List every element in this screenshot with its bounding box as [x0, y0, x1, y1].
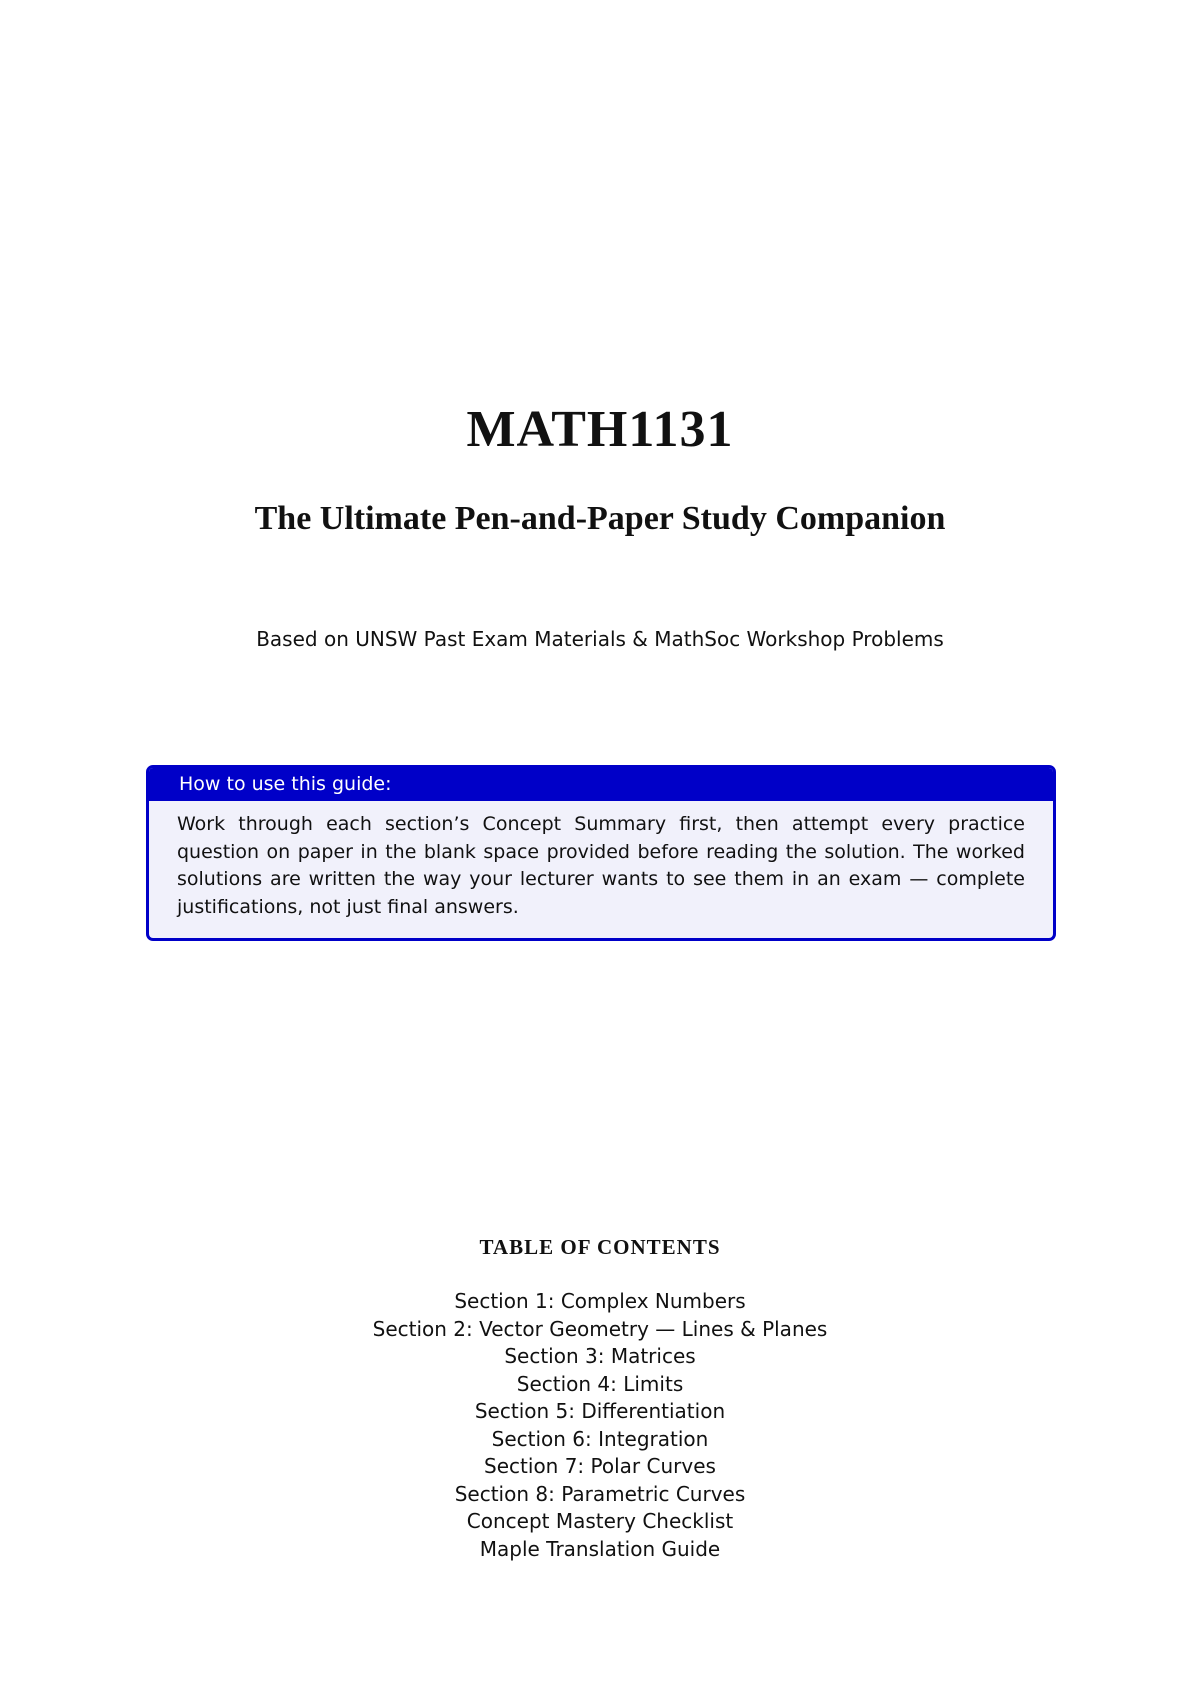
toc-item: Section 6: Integration [491, 1426, 709, 1451]
toc-item: Maple Translation Guide [479, 1536, 721, 1561]
document-title: MATH1131 [466, 401, 734, 458]
how-to-use-box [146, 765, 1056, 941]
toc-list [0, 1288, 1200, 1563]
table-of-contents [0, 1235, 1200, 1563]
toc-item: Section 7: Polar Curves [484, 1454, 716, 1478]
how-to-use-heading: How to use this guide: [149, 768, 1053, 801]
document-subtitle: The Ultimate Pen-and-Paper Study Companion [254, 500, 946, 537]
how-to-use-body: Work through each section’s Concept Summary first, then attempt every practice question on paper in the blank space provided before reading the solution. The worked solutions are written the way your lecturer wants to see them in an exam — complete justifications, not just final answers. [177, 813, 1025, 918]
toc-item: Section 2: Vector Geometry — Lines & Planes [372, 1316, 828, 1341]
source-note: Based on UNSW Past Exam Materials & MathSoc Workshop Problems [256, 627, 944, 651]
toc-item: Section 1: Complex Numbers [454, 1289, 746, 1313]
toc-item: Section 3: Matrices [504, 1344, 696, 1368]
toc-item: Section 4: Limits [516, 1371, 684, 1396]
toc-item: Concept Mastery Checklist [466, 1509, 734, 1533]
toc-item: Section 8: Parametric Curves [454, 1481, 746, 1506]
toc-item: Section 5: Differentiation [474, 1399, 726, 1423]
toc-heading: TABLE OF CONTENTS [479, 1235, 721, 1259]
